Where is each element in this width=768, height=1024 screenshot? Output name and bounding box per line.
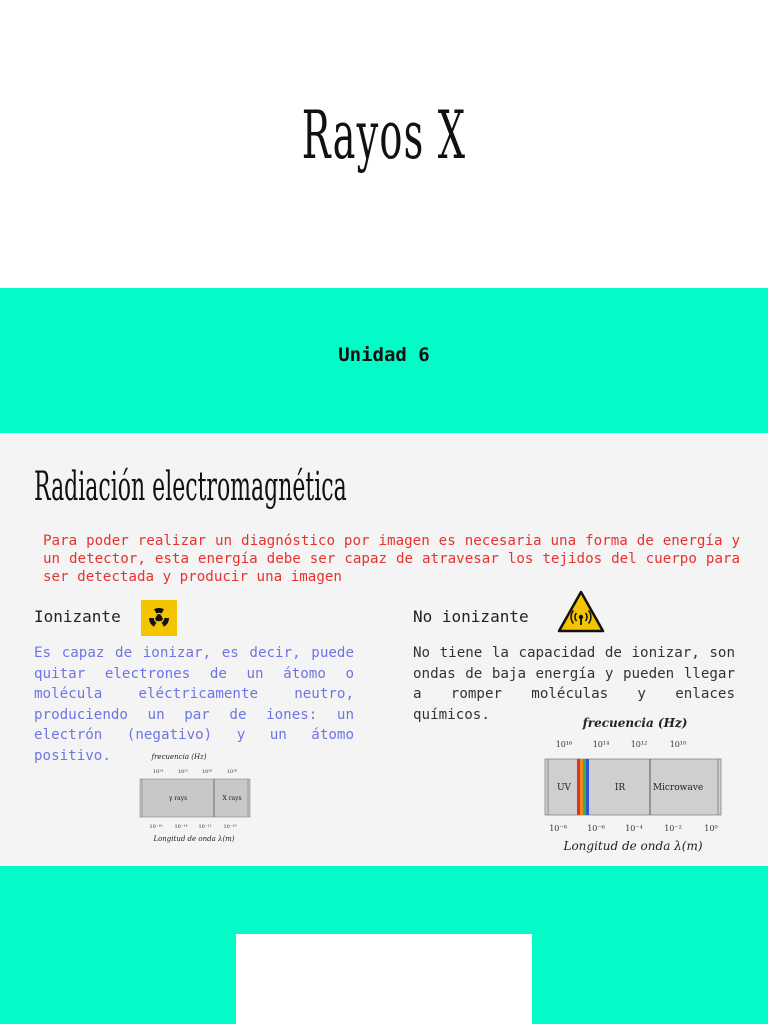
bottom-band (0, 866, 768, 1024)
title-slide (0, 0, 768, 288)
spectrum-region-label: X rays (222, 795, 242, 802)
non-ionizing-description: No tiene la capacidad de ionizar, son ondas de baja energía y pueden llegar a romper moléculas y enlaces químicos. (413, 645, 735, 723)
spectrum-wave-tick: 10⁻¹⁶ (149, 824, 163, 830)
next-slide-card (236, 934, 532, 1024)
wireless-warning-icon (557, 590, 605, 634)
spectrum-freq-title: frecuencia (Hz) (582, 716, 688, 730)
spectrum-freq-tick: 10²⁰ (201, 769, 213, 775)
non-ionizing-label: No ionizante (413, 607, 529, 626)
visible-band-blue (586, 759, 589, 815)
ionizing-label: Ionizante (34, 607, 121, 626)
ionizing-spectrum-figure (136, 748, 256, 848)
spectrum-wave-tick: 10⁻¹⁴ (174, 824, 188, 830)
spectrum-wave-title: Longitud de onda λ(m) (563, 839, 703, 853)
spectrum-freq-title: frecuencia (Hz) (151, 753, 207, 761)
slide-title: Rayos X (301, 97, 467, 174)
spectrum-region-label: UV (556, 783, 572, 793)
spectrum-freq-tick: 10¹⁴ (592, 740, 610, 749)
content-slide (0, 433, 768, 866)
subtitle-band (0, 288, 768, 433)
spectrum-region-label: γ rays (168, 795, 188, 802)
spectrum-wave-tick: 10⁻⁸ (549, 824, 567, 833)
non-ionizing-spectrum-figure (540, 711, 726, 855)
intro-paragraph: Para poder realizar un diagnóstico por imagen es necesaria una forma de energía y un detector, esta energía debe ser capaz de atravesar los tejidos del cuerpo para ser detectada y producir una imagen (43, 533, 740, 585)
spectrum-freq-tick: 10¹⁰ (669, 740, 687, 749)
spectrum-freq-tick: 10¹⁸ (226, 769, 238, 775)
spectrum-region-label: IR (614, 783, 626, 793)
spectrum-freq-tick: 10¹⁶ (555, 740, 573, 749)
spectrum-wave-tick: 10⁻⁶ (587, 824, 605, 833)
spectrum-wave-title: Longitud de onda λ(m) (153, 835, 235, 843)
spectrum-wave-tick: 10⁰ (704, 824, 718, 833)
radiation-icon (141, 600, 177, 636)
unit-subtitle: Unidad 6 (338, 344, 430, 366)
section-heading: Radiación electromagnética (34, 464, 347, 510)
spectrum-freq-tick: 10²⁴ (152, 769, 164, 775)
spectrum-wave-tick: 10⁻² (664, 824, 682, 833)
spectrum-freq-tick: 10¹² (630, 740, 648, 749)
visible-band-orange (580, 759, 583, 815)
ionizing-description: Es capaz de ionizar, es decir, puede quitar electrones de un átomo o molécula eléctricamente neutro, produciendo un par de iones: un electrón (negativo) y un átomo positivo. (34, 645, 354, 764)
spectrum-region-label: Microwave (652, 783, 704, 793)
spectrum-wave-tick: 10⁻¹⁰ (223, 824, 237, 830)
spectrum-freq-tick: 10²² (177, 769, 189, 775)
spectrum-wave-tick: 10⁻¹² (198, 824, 212, 830)
visible-band-green (583, 759, 586, 815)
visible-band-red (577, 759, 580, 815)
spectrum-wave-tick: 10⁻⁴ (625, 824, 643, 833)
